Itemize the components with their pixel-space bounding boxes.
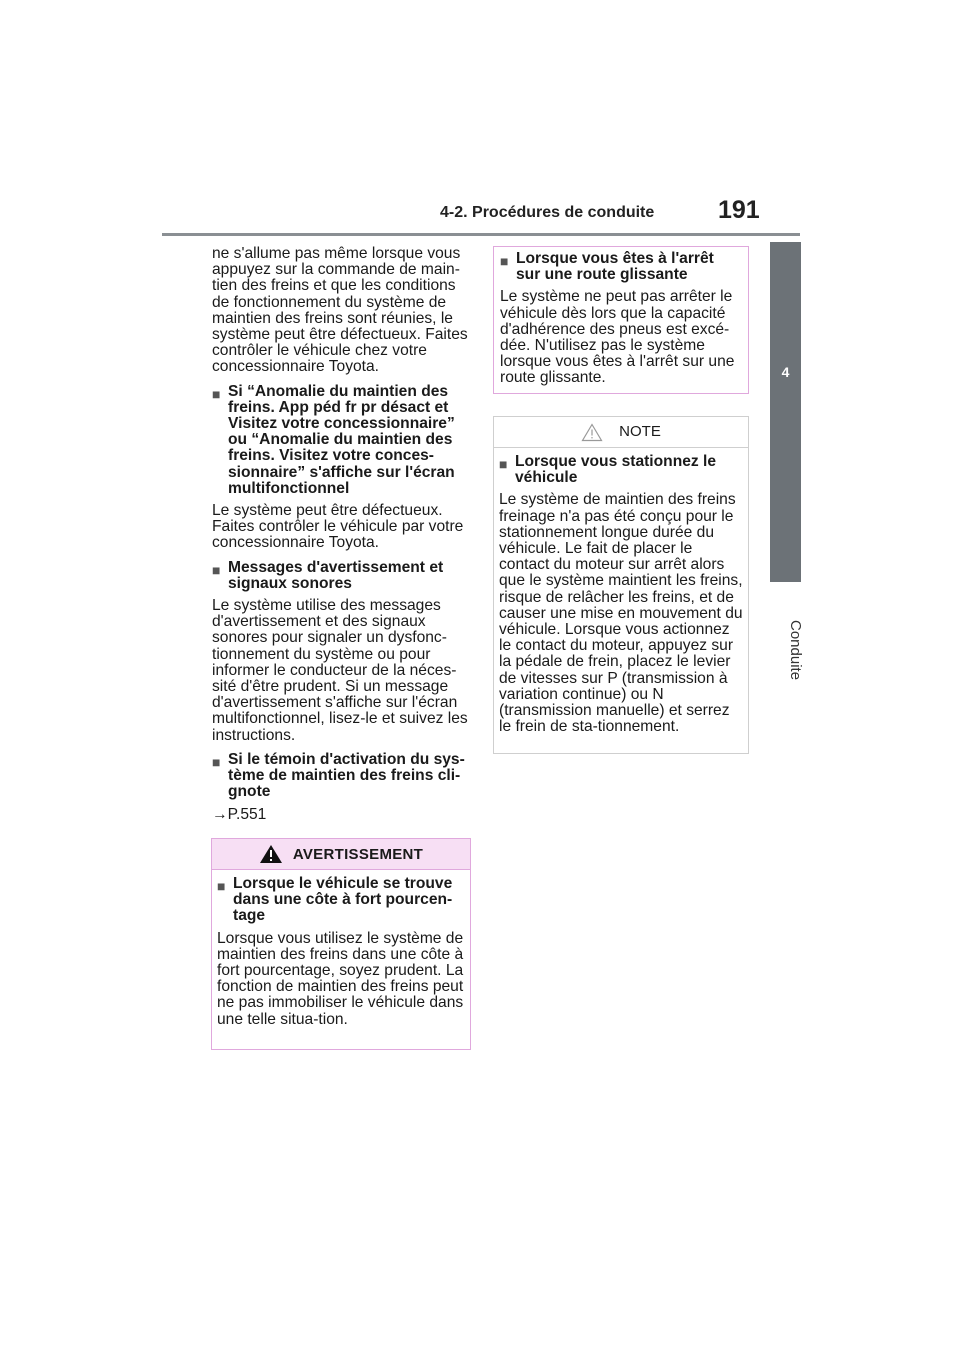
section-body: Le système utilise des messages d'avertissement et des signaux sonores pour signaler un dysfonc-tionnement du système ou pour informer le conducteur de la néces-sité d'être prudent. Si un message d'avertissement s'affiche sur l'écran multifonctionnel, lisez-le et suivez les instructions. <box>212 597 468 744</box>
section-heading <box>212 752 470 801</box>
bullet-square-icon: ■ <box>500 253 509 269</box>
note-box <box>493 416 749 754</box>
section-heading-text: Si “Anomalie du maintien des freins. App péd fr pr désact et Visitez votre concessionnaire” ou “Anomalie du maintien des freins. Visitez votre conces-sionnaire” s'affiche sur l'écran multifonctionnel <box>228 382 455 497</box>
slippery-heading <box>500 251 742 283</box>
chapter-tab-number: 4 <box>781 364 790 380</box>
bullet-square-icon: ■ <box>212 385 221 402</box>
bullet-square-icon: ■ <box>212 561 221 578</box>
intro-paragraph: ne s'allume pas même lorsque vous appuyez sur la commande de main-tien des freins et que les conditions de fonctionnement du système de maintien des freins sont réunies, le système peut être défectueux. Faites contrôler le véhicule chez votre concessionnaire Toyota. <box>212 245 468 376</box>
note-item-heading-text: Lorsque vous stationnez le véhicule <box>515 453 717 487</box>
section-body: Le système peut être défectueux. Faites contrôler le véhicule par votre concessionnaire Toyota. <box>212 502 464 552</box>
chapter-tab-label: Conduite <box>787 620 804 681</box>
note-item-body: Le système de maintien des freins freinage n'a pas été conçu pour le stationnement longue durée du véhicule. Le fait de placer le contact du moteur sur arrêt alors que le système maintient les freins, risque de relâcher les freins, et de causer une mise en mouvement du véhicule. Lorsque vous actionnez le contact du moteur, appuyez sur la pédale de frein, placez le levier de vitesses sur P (transmission à variation continue) ou N (transmission manuelle) et serrez le frein de sta-tionnement. <box>499 491 743 736</box>
warning-triangle-icon <box>259 844 283 864</box>
left-column <box>212 246 470 831</box>
chapter-tab <box>770 242 801 582</box>
bullet-square-icon: ■ <box>217 878 226 894</box>
bullet-square-icon: ■ <box>499 456 508 472</box>
slippery-road-box <box>493 246 749 394</box>
warning-title: AVERTISSEMENT <box>292 845 424 863</box>
bullet-square-icon: ■ <box>212 753 221 770</box>
section-title: 4-2. Procédures de conduite <box>440 204 655 221</box>
note-title: NOTE <box>619 422 661 440</box>
section-heading <box>212 560 470 592</box>
header-rule <box>162 233 800 236</box>
page-number: 191 <box>718 196 760 224</box>
section-heading-text: Si le témoin d'activation du sys-tème de maintien des freins cli-gnote <box>228 750 465 801</box>
note-body <box>494 448 748 735</box>
warning-item-body: Lorsque vous utilisez le système de maintien des freins dans une côte à fort pourcentage, soyez prudent. La fonction de maintien des freins peut ne pas immobiliser le véhicule dans une telle situa-tion. <box>217 929 464 1028</box>
warning-item-heading <box>217 876 465 925</box>
section-heading <box>212 384 470 497</box>
slippery-heading-text: Lorsque vous êtes à l'arrêt sur une route glissante <box>516 250 714 284</box>
warning-item-heading-text: Lorsque le véhicule se trouve dans une côte à fort pourcen-tage <box>233 875 453 925</box>
page-reference-link[interactable]: →P.551 <box>212 805 267 823</box>
warning-header <box>212 839 470 870</box>
section-heading-text: Messages d'avertissement et signaux sonores <box>228 558 444 592</box>
warning-body <box>212 870 470 1028</box>
caution-triangle-icon <box>581 423 603 442</box>
note-header <box>494 417 748 448</box>
warning-box <box>211 838 471 1050</box>
note-item-heading <box>499 454 743 486</box>
slippery-body: Le système ne peut pas arrêter le véhicule dès lors que la capacité d'adhérence des pneus est excé-dée. N'utilisez pas le système lorsque vous êtes à l'arrêt sur une route glissante. <box>500 288 735 387</box>
